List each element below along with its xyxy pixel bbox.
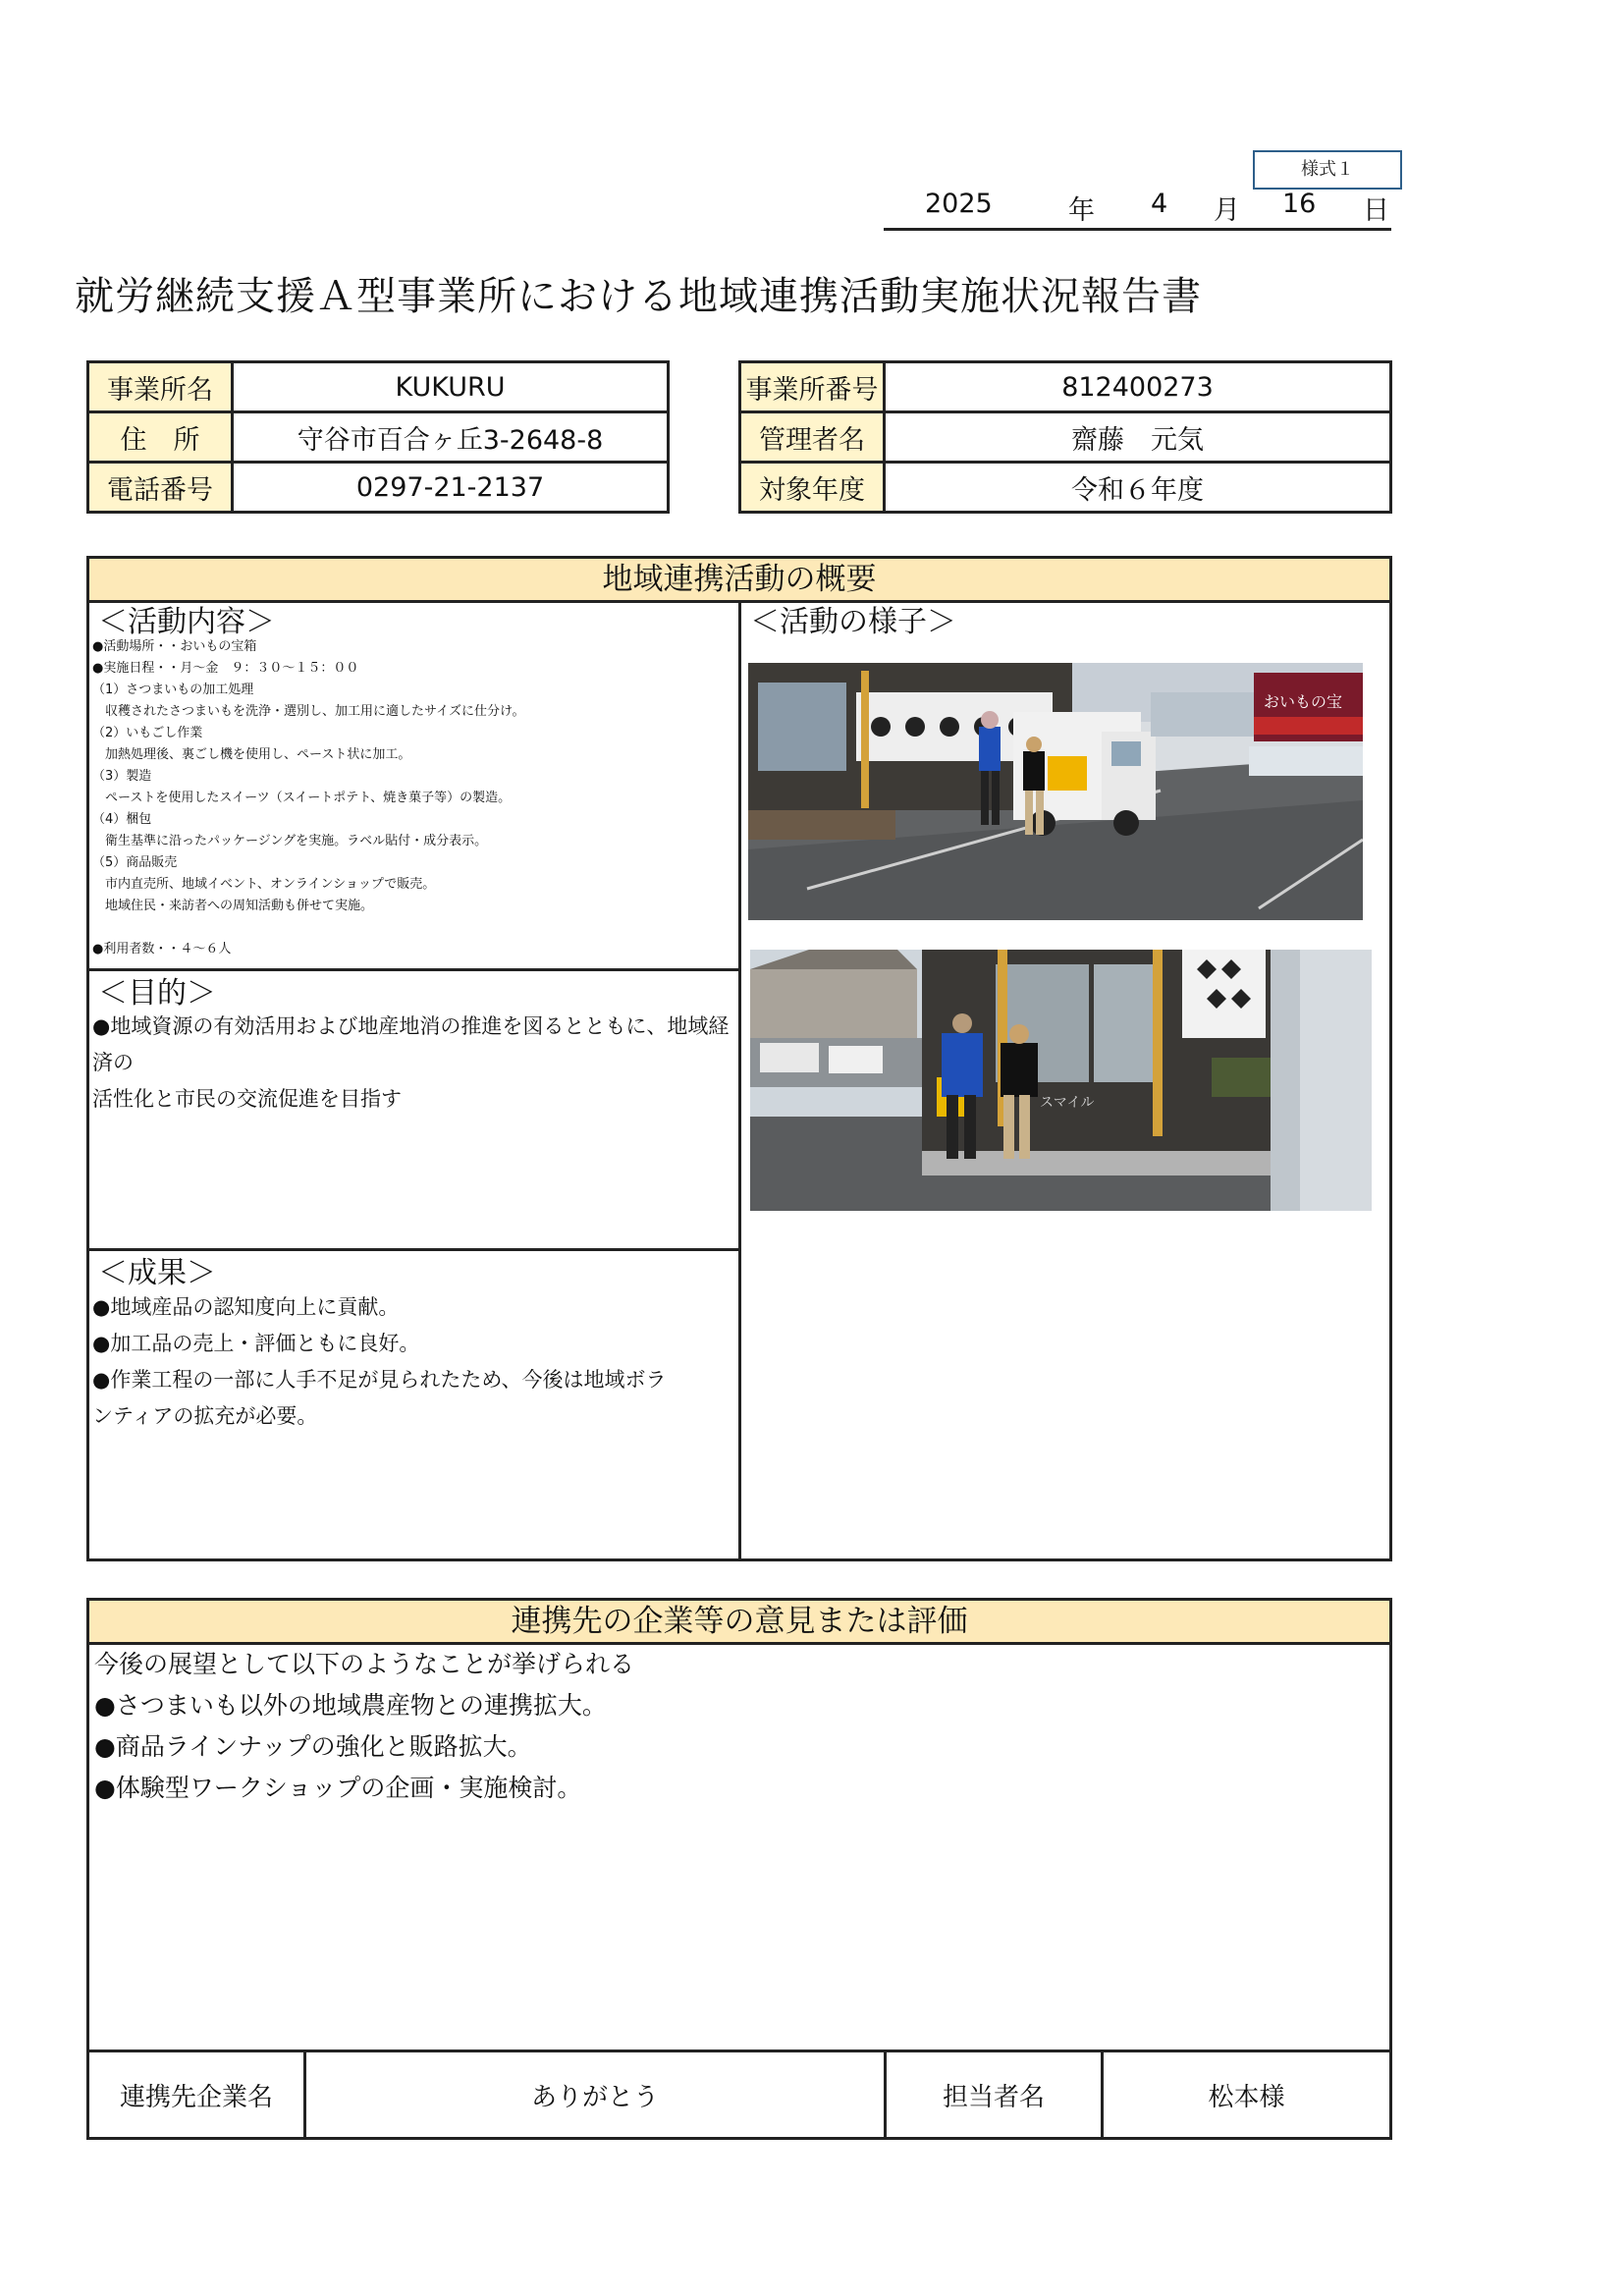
list-item: ●体験型ワークショップの企画・実施検討。 (94, 1774, 582, 1802)
fiscal-year-label: 対象年度 (740, 463, 885, 513)
list-item: ●作業工程の一部に人手不足が見られたため、今後は地域ボラ (92, 1368, 667, 1392)
list-item: ●加工品の売上・評価ともに良好。 (92, 1332, 420, 1355)
company-label: 連携先企業名 (88, 2051, 305, 2139)
table-row (740, 463, 1391, 513)
table-row (740, 362, 1391, 412)
office-admin-table (738, 360, 1392, 514)
photo-sign-text: おいもの宝 (1264, 692, 1343, 711)
list-item: 市内直売所、地域イベント、オンラインショップで販売。 (92, 877, 436, 892)
table-row (88, 412, 669, 463)
results-content (92, 1289, 731, 1435)
overview-heading: 地域連携活動の概要 (86, 556, 1392, 603)
purpose-heading: ＜目的＞ (98, 976, 216, 1011)
list-item: 活性化と市民の交流促進を目指す (92, 1087, 402, 1111)
list-item: ●利用者数・・４～６人 (92, 942, 232, 957)
manager-value: 齋藤 元気 (885, 412, 1391, 463)
office-name-label: 事業所名 (88, 362, 233, 412)
table-row (88, 362, 669, 412)
form-number-badge: 様式１ (1253, 150, 1402, 190)
feedback-content (94, 1644, 1371, 1809)
overview-divider (738, 600, 741, 1561)
date-day-unit: 日 (1363, 195, 1389, 226)
list-item: （4）梱包 (92, 812, 152, 827)
fiscal-year-value: 令和６年度 (885, 463, 1391, 513)
list-item: ペーストを使用したスイーツ（スイートポテト、焼き菓子等）の製造。 (92, 791, 512, 805)
list-item: 衛生基準に沿ったパッケージングを実施。ラベル貼付・成分表示。 (92, 834, 488, 848)
address-label: 住 所 (88, 412, 233, 463)
list-item: ●実施日程・・月～金 ９：３０～１５：００ (92, 661, 359, 676)
activity-photo-2 (750, 950, 1372, 1211)
company-value: ありがとう (305, 2051, 886, 2139)
activity-heading: ＜活動内容＞ (98, 605, 275, 639)
table-row (88, 2051, 1391, 2139)
list-item: （3）製造 (92, 769, 152, 784)
activity-content (92, 636, 731, 960)
photo-window-text: スマイル (1040, 1095, 1095, 1111)
date-month-unit: 月 (1214, 195, 1240, 226)
contact-label: 担当者名 (886, 2051, 1103, 2139)
phone-value: 0297-21-2137 (233, 463, 669, 513)
page-title: 就労継続支援Ａ型事業所における地域連携活動実施状況報告書 (75, 274, 1202, 319)
office-number-value: 812400273 (885, 362, 1391, 412)
list-item: 今後の展望として以下のようなことが挙げられる (94, 1650, 635, 1678)
list-item: 地域住民・来訪者への周知活動も併せて実施。 (92, 899, 374, 913)
office-name-value: KUKURU (233, 362, 669, 412)
list-item: 収穫されたさつまいもを洗浄・選別し、加工用に適したサイズに仕分け。 (92, 704, 525, 719)
date-year: 2025 (925, 189, 993, 219)
date-month: 4 (1151, 189, 1168, 219)
list-item: ●地域産品の認知度向上に貢献。 (92, 1295, 400, 1319)
list-item: （5）商品販売 (92, 855, 178, 870)
date-year-unit: 年 (1068, 195, 1095, 226)
purpose-content (92, 1009, 731, 1118)
office-number-label: 事業所番号 (740, 362, 885, 412)
activity-photo-1-image (748, 663, 1363, 920)
list-item: ンティアの拡充が必要。 (92, 1404, 318, 1428)
contact-value: 松本様 (1103, 2051, 1391, 2139)
list-item: ●さつまいも以外の地域農産物との連携拡大。 (94, 1691, 607, 1720)
photos-heading: ＜活動の様子＞ (750, 605, 956, 639)
list-item: （2）いもごし作業 (92, 726, 203, 740)
phone-label: 電話番号 (88, 463, 233, 513)
table-row (740, 412, 1391, 463)
list-item: ●地域資源の有効活用および地産地消の推進を図るとともに、地域経済の (92, 1014, 730, 1074)
address-value: 守谷市百合ヶ丘3-2648-8 (233, 412, 669, 463)
date-day: 16 (1282, 189, 1317, 219)
feedback-heading: 連携先の企業等の意見または評価 (86, 1598, 1392, 1645)
table-row (88, 463, 669, 513)
partner-table (86, 2050, 1392, 2140)
list-item: （1）さつまいもの加工処理 (92, 683, 254, 697)
list-item: 加熱処理後、裏ごし機を使用し、ペースト状に加工。 (92, 747, 411, 762)
list-item (92, 917, 731, 939)
results-heading: ＜成果＞ (98, 1256, 216, 1290)
list-item: ●商品ラインナップの強化と販路拡大。 (94, 1732, 532, 1761)
manager-label: 管理者名 (740, 412, 885, 463)
date-underline (884, 228, 1391, 231)
office-info-table (86, 360, 670, 514)
list-item: ●活動場所・・おいもの宝箱 (92, 639, 257, 654)
activity-photo-2-image (750, 950, 1372, 1211)
activity-photo-1 (748, 663, 1363, 920)
